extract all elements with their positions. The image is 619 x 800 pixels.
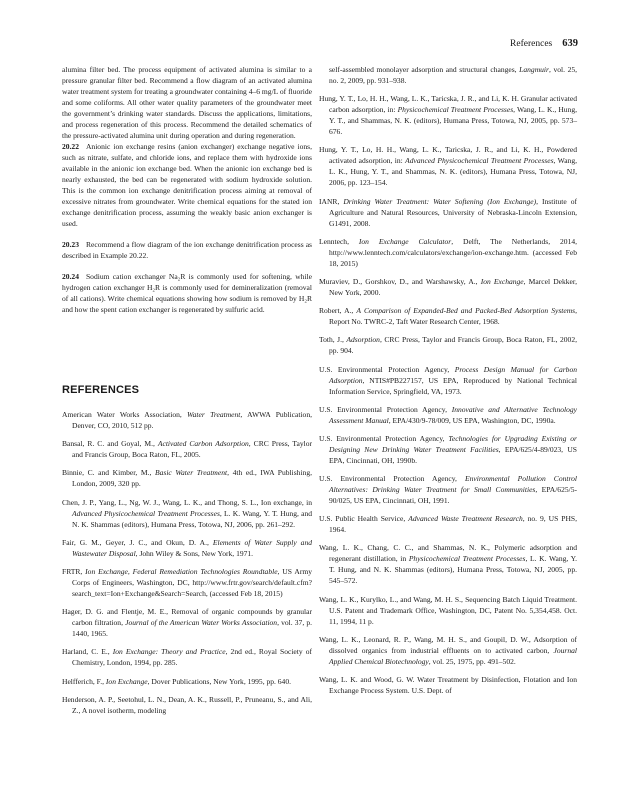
left-column — [62, 64, 312, 723]
reference-entry — [319, 196, 577, 229]
reference-title: A Comparison of Expanded-Bed and Packed-Bed Adsorption Systems — [356, 306, 576, 316]
reference-title: Activated Carbon Adsorption — [157, 439, 249, 449]
exercise-item — [62, 239, 312, 261]
reference-title: Journal of the American Water Works Association — [125, 618, 278, 628]
reference-text: U.S. Environmental Protection Agency, — [319, 474, 465, 484]
reference-entry — [62, 646, 312, 668]
reference-list-right — [319, 93, 577, 696]
reference-title: Physicochemical Treatment Processes — [408, 554, 526, 564]
reference-text: , no. 9, US PHS, 1964. — [329, 514, 578, 535]
reference-text: Hager, D. G. and Flentje, M. E., Removal of organic compounds by granular carbon filtration, — [62, 607, 312, 628]
reference-text: , EPA/430/9-78/009, US EPA, Washington, DC, 1990a. — [388, 415, 556, 425]
reference-title: Ion Exchange — [105, 676, 148, 686]
reference-title: Journal Applied Chemical Biotechnology — [329, 645, 577, 666]
reference-text: , L. K. Wang, Y. T. Hung, and N. K. Shammas (editors), Humana Press, Totowa, NJ, 2005, pp. 545–572. — [329, 554, 577, 586]
reference-continuation: self-assembled monolayer adsorption and structural changes, Langmuir, vol. 25, no. 2, 2009, pp. 931–938. — [329, 65, 578, 85]
reference-title: Innovative and Alternative Technology Assessment Manual — [329, 404, 577, 425]
reference-text: , 2nd ed., Royal Society of Chemistry, London, 1994, pp. 285. — [72, 647, 312, 668]
reference-title: Ion Exchange Calculator — [358, 236, 452, 246]
exercise-number: 20.22 — [62, 142, 79, 151]
reference-entry — [62, 467, 312, 489]
reference-text: U.S. Environmental Protection Agency, — [319, 433, 449, 443]
reference-text: American Water Works Association, — [62, 410, 188, 419]
reference-entry — [319, 594, 577, 627]
reference-entry — [319, 93, 577, 137]
reference-text: , NTIS#PB227157, US EPA, Reproduced by National Technical Information Service, Springfield, VA, 1973. — [329, 375, 577, 396]
reference-entry — [319, 236, 577, 269]
reference-text: , EPA/625/5-90/025, US EPA, Cincinnati, OH, 1991. — [329, 485, 577, 506]
reference-text: Wang, L. K. and Wood, G. W. Water Treatment by Disinfection, Flotation and Ion Exchange Process System. U.S. Dept. of — [319, 675, 577, 695]
reference-text: , CRC Press, Taylor and Francis Group, Boca Raton, FL, 2002, pp. 904. — [329, 335, 577, 356]
reference-text: Muraviev, D., Gorshkov, D., and Warshawsky, A., — [319, 276, 481, 286]
reference-title: Physicochemical Treatment Processes — [397, 105, 514, 115]
reference-entry — [319, 144, 577, 188]
reference-title: Basic Water Treatment — [155, 468, 228, 478]
reference-text: U.S. Environmental Protection Agency, — [319, 404, 452, 414]
reference-entry — [62, 676, 312, 687]
reference-text: Henderson, A. P., Seetohul, L. N., Dean, A. K., Russell, P., Pruneanu, S., and Ali, Z., A novel isotherm, modeling — [62, 694, 312, 715]
reference-text: , Marcel Dekker, New York, 2000. — [329, 276, 577, 297]
reference-title: Advanced Physicochemical Treatment Processes — [72, 508, 220, 518]
reference-text: Robert, A., — [319, 306, 357, 316]
reference-text: Wang, L. K., Leonard, R. P., Wang, M. H. S., and Goupil, D. W., Adsorption of dissolved organics from industrial effluents on to activated carbon, — [319, 634, 577, 655]
reference-entry — [319, 276, 577, 298]
reference-text: , AWWA Publication, Denver, CO, 2010, 512 pp. — [72, 410, 312, 430]
reference-entry — [62, 694, 312, 716]
reference-title: Advanced Physicochemical Treatment Processes — [405, 156, 554, 166]
exercise-number: 20.23 — [62, 240, 79, 249]
reference-entry — [62, 606, 312, 639]
reference-text: , vol. 37, p. 1440, 1965. — [72, 618, 313, 639]
reference-text: , Institute of Agriculture and Natural Resources, University of Nebraska-Lincoln Extension, G1491, 2008. — [329, 196, 577, 228]
reference-text: FRTR, — [62, 566, 86, 576]
exercise-item — [62, 271, 312, 315]
reference-title: Technologies for Upgrading Existing or Designing New Drinking Water Treatment Facilities — [329, 433, 577, 454]
exercise-text: Anionic ion exchange resins (anion exchanger) exchange negative ions, such as nitrate, sulfate, and chloride ions, and replace them with hydroxide ions available in the anionic ion exchange bed. When the anionic ion exchange bed is nearly exhausted, the bed can be regenerated with sodium hydroxide solution. This is the common ion exchange denitrification process aiming at removal of excessive nitrates from groundwater. Write chemical equations for the stated ion exchange denitrification process, assuming the weakly basic anion exchanger is used. — [62, 142, 312, 228]
reference-text: Lenntech, — [319, 236, 359, 246]
reference-text: Wang, L. K., Kurylko, L., and Wang, M. H. S., Sequencing Batch Liquid Treatment. U.S. Patent and Trademark Office, Washington, DC, Patent No. 5,354,458. Oct. 11, 1994, 11 p. — [319, 594, 577, 626]
reference-title: Environmental Pollution Control Alternatives: Drinking Water Treatment for Small Communities — [329, 474, 577, 495]
reference-entry — [62, 497, 312, 530]
reference-entry — [319, 634, 577, 667]
reference-title: Ion Exchange, Federal Remediation Technologies Roundtable — [85, 566, 278, 576]
reference-text: Hung, Y. T., Lo, H. H., Wang, L. K., Taricska, J. R., and Li, K. H. Granular activated carbon adsorption, in: — [319, 94, 577, 115]
page-number: 639 — [562, 38, 578, 49]
reference-text: , EPA/625/4-89/023, US EPA, Cincinnati, OH, 1990b. — [329, 444, 577, 465]
reference-title: Elements of Water Supply and Wastewater Disposal — [72, 537, 312, 558]
reference-entry — [319, 364, 577, 397]
reference-entry — [319, 334, 577, 356]
reference-text: Wang, L. K., Chang, C. C., and Shammas, N. K., Polymeric adsorption and regenerant distillation, in — [319, 543, 577, 564]
right-column — [319, 64, 577, 703]
reference-entry — [319, 404, 577, 426]
exercise-number: 20.24 — [62, 272, 79, 281]
reference-entry — [319, 305, 577, 327]
reference-entry — [62, 409, 312, 431]
reference-text: Harland, C. E., — [62, 647, 113, 657]
reference-text: , US Army Corps of Engineers, Washington, DC, http://www.frtr.gov/search/default.cfm?search_text=Ion+Exchange&Search=Search, (accessed Feb 18, 2015) — [72, 566, 312, 598]
reference-text: Fair, G. M., Geyer, J. C., and Okun, D. A., — [62, 537, 213, 547]
exercise-text: Recommend a flow diagram of the ion exchange denitrification process as described in Example 20.22. — [62, 240, 312, 260]
exercise-text: Sodium cation exchanger Na₂R is commonly used for softening, while hydrogen cation exchanger H₂R is commonly used for demineralization (removal of all cations). Write chemical equations showing how sodium is removed by H₂R and how the spent cation exchanger is regenerated by sulfuric acid. — [62, 272, 312, 314]
reference-title: Ion Exchange — [480, 276, 524, 286]
reference-entry — [319, 513, 577, 535]
reference-text: , vol. 25, 1975, pp. 491–502. — [428, 656, 516, 666]
reference-text: , Dover Publications, New York, 1995, pp. 640. — [147, 676, 291, 686]
reference-text: Toth, J., — [319, 335, 347, 345]
reference-text: , L. K. Wang, Y. T. Hung, and N. K. Shammas (editors), Humana Press, Totowa, NJ, 2006, pp. 261–292. — [72, 508, 313, 529]
reference-entry — [319, 473, 577, 506]
reference-text: , CRC Press, Taylor and Francis Group, Boca Raton, FL, 2005. — [72, 439, 312, 460]
running-header — [510, 38, 578, 49]
reference-entry — [319, 542, 577, 586]
reference-text: IANR, — [319, 196, 344, 206]
reference-text: , 4th ed., IWA Publishing, London, 2009, 320 pp. — [72, 468, 312, 489]
reference-title: Drinking Water Treatment: Water Softening (Ion Exchange) — [343, 196, 537, 206]
reference-title: Ion Exchange: Theory and Practice — [112, 647, 226, 657]
reference-text: , Report No. TWRC-2, Taft Water Research Center, 1968. — [329, 306, 577, 327]
reference-text: , John Wiley & Sons, New York, 1971. — [135, 548, 254, 558]
exercise-item — [62, 141, 312, 229]
reference-text: U.S. Environmental Protection Agency, — [319, 364, 455, 374]
reference-text: , Wang, L. K., Hung, Y. T., and Shammas, N. K. (editors), Humana Press, Totowa, NJ, 2006, pp. 123–154. — [329, 156, 577, 188]
reference-title: Adsorption — [346, 335, 380, 345]
reference-entry — [319, 433, 577, 466]
reference-entry — [62, 537, 312, 559]
reference-text: U.S. Public Health Service, — [319, 514, 409, 524]
reference-text: Helfferich, F., — [62, 676, 106, 686]
reference-title: Water Treatment — [187, 410, 241, 419]
reference-text: Chen, J. P., Yang, L., Ng, W. J., Wang, L. K., and Thong, S. L., Ion exchange, in — [62, 497, 312, 507]
reference-title: Process Design Manual for Carbon Adsorption — [329, 364, 577, 385]
reference-text: Bansal, R. C. and Goyal, M., — [62, 439, 158, 449]
reference-text: Hung, Y. T., Lo, H. H., Wang, L. K., Taricska, J. R., and Li, K. H., Powdered activated adsorption, in: — [319, 145, 577, 166]
running-header-title: References — [510, 39, 553, 49]
reference-text: , Delft, The Netherlands, 2014, http://www.lenntech.com/calculators/exchange/ion-exchange.htm. (accessed Feb 18, 2015) — [329, 236, 578, 268]
reference-entry — [62, 566, 312, 599]
reference-entry — [319, 674, 577, 696]
reference-text: Binnie, C. and Kimber, M., — [62, 468, 156, 478]
reference-text: , Wang, L. K., Hung, Y. T., and Shammas, N. K. (editors), Humana Press, Totowa, NJ, 2005, pp. 573–676. — [329, 105, 577, 137]
reference-entry — [62, 438, 312, 460]
intro-paragraph: alumina filter bed. The process equipment of activated alumina is similar to a pressure granular filter bed. Recommend a flow diagram of an activated alumina water treatment system for treating a groundwater containing 4–6 mg/L of fluoride and some coliforms. All other water quality parameters of the groundwater meet the government’s drinking water standards. Discuss the applications, limitations, and process regeneration of this process. Recommend the detailed schematics of the pressure-activated alumina unit during operation and during regeneration. — [62, 65, 312, 140]
reference-title: Advanced Waste Treatment Research — [408, 514, 523, 524]
references-heading: REFERENCES — [62, 384, 140, 396]
reference-list-left — [62, 409, 312, 716]
exercise-list — [62, 141, 312, 315]
